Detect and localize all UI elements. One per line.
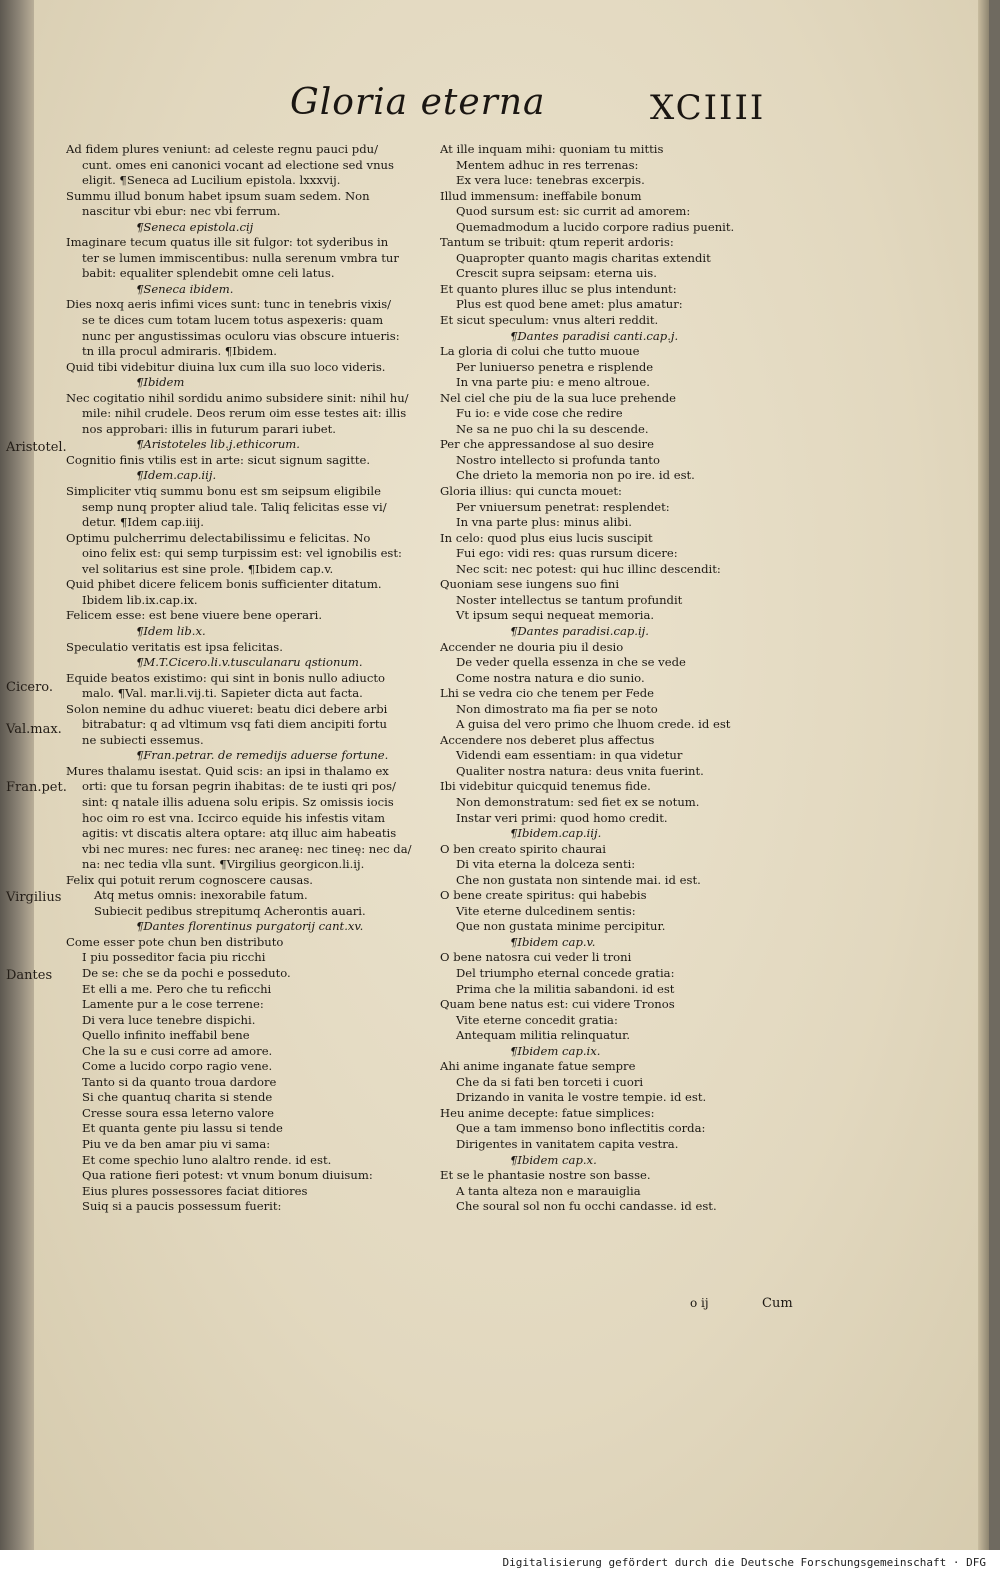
text-line: orti: que tu forsan pegrin ihabitas: de te iusti qri pos/ [82,779,396,794]
page-edge [978,0,989,1550]
text-line: Vt ipsum sequi nequeat memoria. [456,608,655,623]
text-line: nascitur vbi ebur: nec vbi ferrum. [82,204,281,219]
text-line: Fu io: e vide cose che redire [456,406,623,421]
margin-note: Virgilius [6,890,62,905]
text-line: Suiq si a paucis possessum fuerit: [82,1199,282,1214]
text-line: Antequam militia relinquatur. [456,1028,631,1043]
text-line: Quoniam sese iungens suo fini [440,577,620,592]
text-line: detur. ¶Idem cap.iiij. [82,515,204,530]
text-line: ¶Seneca epistola.cij [136,219,254,234]
text-line: Atq metus omnis: inexorabile fatum. [94,888,308,903]
text-line: babit: equaliter splendebit omne celi latus. [82,266,335,281]
text-line: Et come spechio luno alaltro rende. id est. [82,1152,332,1167]
text-line: De veder quella essenza in che se vede [456,655,686,670]
text-line: ¶Ibidem cap.x. [510,1152,597,1167]
text-line: Per luniuerso penetra e risplende [456,359,654,374]
text-line: ¶Ibidem [136,375,185,390]
margin-note: Dantes [6,968,53,983]
text-line: Et sicut speculum: vnus alteri reddit. [440,313,659,328]
text-line: Crescit supra seipsam: eterna uis. [456,266,657,281]
text-line: ¶M.T.Cicero.li.v.tusculanaru qstionum. [136,655,363,670]
text-line: Et quanto plures illuc se plus intendunt: [440,281,677,296]
text-line: Drizando in vanita le vostre tempie. id est. [456,1090,707,1105]
text-line: Dirigentes in vanitatem capita vestra. [456,1137,679,1151]
text-line: semp nunq propter aliud tale. Taliq felicitas esse vi/ [82,499,387,514]
text-line: Ex vera luce: tenebras excerpis. [456,173,645,188]
text-line: Summu illud bonum habet ipsum suam sedem. Non [66,188,370,203]
text-line: Nel ciel che piu de la sua luce prehende [440,390,677,405]
text-line: Ibidem lib.ix.cap.ix. [82,592,198,607]
text-line: malo. ¶Val. mar.li.vij.ti. Sapieter dicta aut facta. [82,686,363,701]
text-line: vel solitarius est sine prole. ¶Ibidem cap.v. [82,561,334,576]
text-line: Accendere nos deberet plus affectus [440,732,655,747]
text-line: Videndi eam essentiam: in qua videtur [456,748,683,763]
text-line: Ad fidem plures veniunt: ad celeste regnu pauci pdu/ [66,142,379,156]
text-line: Et se le phantasie nostre son basse. [440,1168,651,1183]
text-line: sint: q natale illis aduena solu eripis. Sz omissis iocis [82,794,394,809]
text-line: Eius plures possessores faciat ditiores [82,1183,308,1198]
right-text-column [440,142,810,1215]
text-line: Come nostra natura e dio sunio. [456,670,645,685]
text-line: In vna parte plus: minus alibi. [456,515,632,530]
text-line: Et elli a me. Pero che tu reficchi [82,981,272,996]
text-line: nos approbari: illis in futurum parari iubet. [82,421,336,436]
text-line: Prima che la militia sabandoni. id est [456,981,675,996]
text-line: agitis: vt discatis altera optare: atq illuc aim habeatis [82,826,397,841]
text-line: Di vita eterna la dolceza senti: [456,857,636,872]
folio-number: XCIIII [650,88,766,128]
text-line: I piu posseditor facia piu ricchi [82,950,266,965]
text-line: In vna parte piu: e meno altroue. [456,375,650,390]
text-line: In celo: quod plus eius lucis suscipit [440,530,653,545]
text-line: Nec scit: nec potest: qui huc illinc descendit: [456,561,721,576]
book-gutter [0,0,34,1550]
text-line: Gloria illius: qui cuncta mouet: [440,484,622,499]
signature-mark: o ij [690,1296,709,1310]
text-line: Qualiter nostra natura: deus vnita fuerint. [456,763,704,778]
text-line: Quapropter quanto magis charitas extendit [456,250,711,265]
text-line: ¶Idem lib.x. [136,623,206,638]
text-line: Tanto si da quanto troua dardore [82,1074,277,1089]
text-line: Quam bene natus est: cui videre Tronos [440,997,675,1012]
text-line: La gloria di colui che tutto muoue [440,344,640,359]
text-line: Piu ve da ben amar piu vi sama: [82,1137,271,1151]
text-line: hoc oim ro est vna. Iccirco equide his infestis vitam [82,810,385,825]
text-line: Per vniuersum penetrat: resplendet: [456,499,670,514]
text-line: Que non gustata minime percipitur. [456,919,666,934]
text-line: ne subiecti essemus. [82,732,204,747]
text-line: ¶Dantes florentinus purgatorij cant.xv. [136,919,364,934]
text-line: Come esser pote chun ben distributo [66,934,284,949]
text-line: Per che appressandose al suo desire [440,437,654,452]
text-line: Ibi videbitur quicquid tenemus fide. [440,779,651,794]
text-line: mile: nihil crudele. Deos rerum oim esse testes ait: illis [82,406,407,421]
text-line: Ne sa ne puo chi la su descende. [456,421,649,436]
text-line: O ben creato spirito chaurai [440,841,606,856]
text-line: ¶Ibidem cap.v. [510,934,596,949]
text-line: Equide beatos existimo: qui sint in bonis nullo adiucto [66,670,385,685]
text-line: tn illa procul admiraris. ¶Ibidem. [82,344,277,359]
text-line: Non demonstratum: sed fiet ex se notum. [456,794,700,809]
text-line: Accender ne douria piu il desio [440,639,624,654]
text-line: Come a lucido corpo ragio vene. [82,1059,273,1074]
text-line: ¶Aristoteles lib.j.ethicorum. [136,437,300,452]
text-line: Qua ratione fieri potest: vt vnum bonum diuisum: [82,1168,373,1183]
text-line: ¶Dantes paradisi.cap.ij. [510,623,649,638]
text-line: Instar veri primi: quod homo credit. [456,810,668,825]
text-line: Di vera luce tenebre dispichi. [82,1012,256,1027]
text-line: Fui ego: vidi res: quas rursum dicere: [456,546,678,561]
text-line: vbi nec mures: nec fures: nec araneę: nec tineę: nec da/ [82,841,412,856]
text-line: Felicem esse: est bene viuere bene operari. [66,608,323,623]
text-line: Che drieto la memoria non po ire. id est. [456,468,695,483]
text-line: Ahi anime inganate fatue sempre [440,1059,636,1074]
text-line: Quello infinito ineffabil bene [82,1028,250,1043]
text-line: Mentem adhuc in res terrenas: [456,157,639,172]
text-line: nunc per angustissimas oculoru vias obscure intueris: [82,328,400,343]
text-line: Cresse soura essa leterno valore [82,1105,274,1120]
text-line: Vite eterne dulcedinem sentis: [456,903,636,918]
text-line: Che da si fati ben torceti i cuori [456,1074,644,1089]
text-line: ¶Idem.cap.iij. [136,468,217,483]
text-line: Che non gustata non sintende mai. id est. [456,872,701,887]
text-line: Subiecit pedibus strepitumq Acherontis auari. [94,903,366,918]
text-line: ¶Ibidem.cap.iij. [510,826,602,841]
text-line: Cognitio finis vtilis est in arte: sicut signum sagitte. [66,452,371,467]
text-line: se te dices cum totam lucem totus aspexeris: quam [82,313,384,328]
text-line: O bene natosra cui veder li troni [440,950,632,965]
text-line: Del triumpho eternal concede gratia: [456,965,675,980]
text-line: eligit. ¶Seneca ad Lucilium epistola. lxxxvij. [82,173,341,188]
text-line: Plus est quod bene amet: plus amatur: [456,297,683,312]
text-line: Tantum se tribuit: qtum reperit ardoris: [440,235,674,250]
text-line: ¶Dantes paradisi canti.cap.j. [510,328,679,343]
text-line: O bene create spiritus: qui habebis [440,888,647,903]
text-line: Quod sursum est: sic currit ad amorem: [456,204,691,219]
text-line: Lamente pur a le cose terrene: [82,997,264,1012]
text-line: bitrabatur: q ad vltimum vsq fati diem ancipiti fortu [82,717,387,732]
text-line: Che soural sol non fu occhi candasse. id est. [456,1199,717,1214]
left-text-column [66,142,436,1215]
text-line: Et quanta gente piu lassu si tende [82,1121,283,1136]
margin-note: Val.max. [6,722,62,737]
text-line: Heu anime decepte: fatue simplices: [440,1105,655,1120]
text-line: Mures thalamu isestat. Quid scis: an ipsi in thalamo ex [66,763,389,778]
text-line: ter se lumen immiscentibus: nulla serenum vmbra tur [82,250,399,265]
text-line: Optimu pulcherrimu delectabilissimu e felicitas. No [66,530,371,545]
text-line: oino felix est: qui semp turpissim est: vel ignobilis est: [82,546,402,561]
text-line: Nec cogitatio nihil sordidu animo subsidere sinit: nihil hu/ [66,390,409,405]
funding-credit: Digitalisierung gefördert durch die Deutsche Forschungsgemeinschaft · DFG [502,1556,986,1569]
text-line: Si che quantuq charita si stende [82,1090,273,1105]
text-line: Felix qui potuit rerum cognoscere causas. [66,872,313,887]
margin-note: Fran.pet. [6,780,67,795]
text-line: Imaginare tecum quatus ille sit fulgor: tot syderibus in [66,235,389,250]
text-line: Che la su e cusi corre ad amore. [82,1043,273,1058]
text-line: cunt. omes eni canonici vocant ad electione sed vnus [82,157,394,172]
text-line: Quemadmodum a lucido corpore radius puenit. [456,219,735,234]
text-line: Quid tibi videbitur diuina lux cum illa suo loco videris. [66,359,386,374]
text-line: Dies noxq aeris infimi vices sunt: tunc in tenebris vixis/ [66,297,392,312]
text-line: ¶Fran.petrar. de remedijs aduerse fortune. [136,748,389,763]
text-line: Que a tam immenso bono inflectitis corda: [456,1121,706,1136]
text-line: na: nec tedia vlla sunt. ¶Virgilius georgicon.li.ij. [82,857,365,872]
text-line: Solon nemine du adhuc viueret: beatu dici debere arbi [66,701,388,716]
text-line: Nostro intellecto si profunda tanto [456,452,660,467]
text-line: Lhi se vedra cio che tenem per Fede [440,686,654,701]
running-title: Gloria eterna [290,82,546,123]
text-line: A tanta alteza non e marauiglia [456,1183,641,1198]
text-line: Vite eterne concedit gratia: [456,1012,618,1027]
text-line: Non dimostrato ma fia per se noto [456,701,658,716]
text-line: Noster intellectus se tantum profundit [456,592,683,607]
catchword: Cum [762,1296,793,1311]
text-line: Speculatio veritatis est ipsa felicitas. [66,639,283,654]
text-line: Illud immensum: ineffabile bonum [440,188,642,203]
text-line: Simpliciter vtiq summu bonu est sm seipsum eligibile [66,484,381,499]
text-line: At ille inquam mihi: quoniam tu mittis [440,142,664,156]
text-line: A guisa del vero primo che lhuom crede. id est [456,717,731,732]
margin-note: Aristotel. [6,440,67,455]
text-line: De se: che se da pochi e posseduto. [82,965,291,980]
margin-note: Cicero. [6,680,54,695]
text-line: ¶Ibidem cap.ix. [510,1043,601,1058]
text-line: ¶Seneca ibidem. [136,281,234,296]
text-line: Quid phibet dicere felicem bonis sufficienter ditatum. [66,577,382,592]
